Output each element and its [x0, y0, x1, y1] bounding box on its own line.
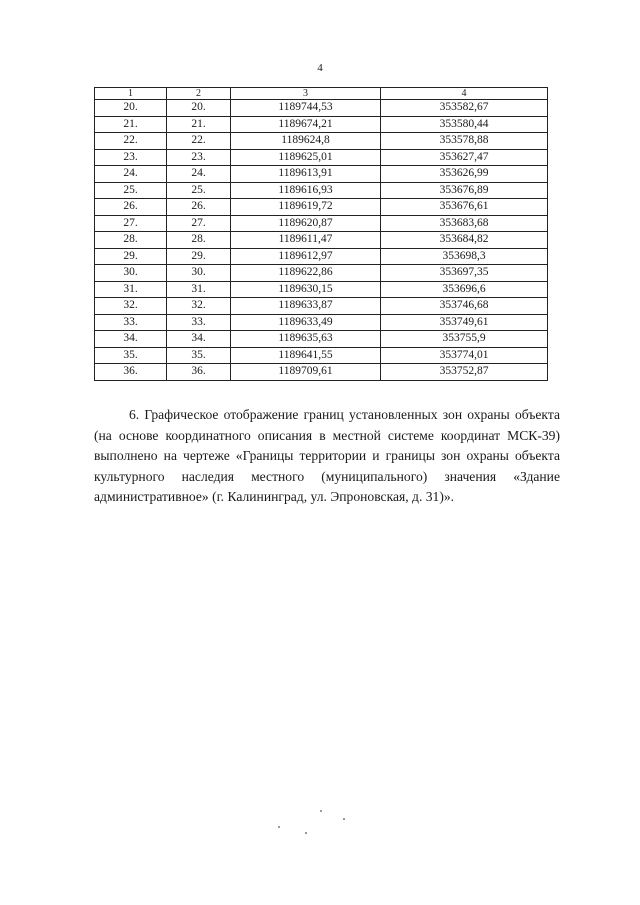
x-coordinate-cell: 1189619,72 [231, 199, 381, 216]
coordinates-table [94, 87, 548, 381]
table-row [95, 281, 548, 298]
table-row [95, 116, 548, 133]
point-number-cell: 23. [167, 149, 231, 166]
scan-speck [305, 832, 307, 834]
row-number-cell: 36. [95, 364, 167, 381]
column-header-3: 3 [231, 88, 381, 100]
scan-speck [278, 826, 280, 828]
point-number-cell: 30. [167, 265, 231, 282]
table-row [95, 331, 548, 348]
scan-speck [343, 818, 345, 820]
point-number-cell: 20. [167, 100, 231, 117]
table-row [95, 133, 548, 150]
y-coordinate-cell: 353626,99 [381, 166, 548, 183]
point-number-cell: 22. [167, 133, 231, 150]
row-number-cell: 21. [95, 116, 167, 133]
table-header-row [95, 88, 548, 100]
point-number-cell: 26. [167, 199, 231, 216]
row-number-cell: 26. [95, 199, 167, 216]
column-header-1: 1 [95, 88, 167, 100]
point-number-cell: 33. [167, 314, 231, 331]
scan-speck [320, 810, 322, 812]
point-number-cell: 27. [167, 215, 231, 232]
table-row [95, 364, 548, 381]
point-number-cell: 31. [167, 281, 231, 298]
x-coordinate-cell: 1189613,91 [231, 166, 381, 183]
y-coordinate-cell: 353684,82 [381, 232, 548, 249]
y-coordinate-cell: 353755,9 [381, 331, 548, 348]
table-row [95, 248, 548, 265]
point-number-cell: 24. [167, 166, 231, 183]
point-number-cell: 35. [167, 347, 231, 364]
x-coordinate-cell: 1189633,49 [231, 314, 381, 331]
y-coordinate-cell: 353578,88 [381, 133, 548, 150]
y-coordinate-cell: 353580,44 [381, 116, 548, 133]
y-coordinate-cell: 353752,87 [381, 364, 548, 381]
x-coordinate-cell: 1189630,15 [231, 281, 381, 298]
y-coordinate-cell: 353774,01 [381, 347, 548, 364]
row-number-cell: 33. [95, 314, 167, 331]
point-number-cell: 36. [167, 364, 231, 381]
x-coordinate-cell: 1189622,86 [231, 265, 381, 282]
x-coordinate-cell: 1189624,8 [231, 133, 381, 150]
row-number-cell: 32. [95, 298, 167, 315]
table-row [95, 149, 548, 166]
page-number: 4 [317, 62, 323, 74]
y-coordinate-cell: 353627,47 [381, 149, 548, 166]
table-row [95, 215, 548, 232]
row-number-cell: 24. [95, 166, 167, 183]
table-row [95, 100, 548, 117]
row-number-cell: 30. [95, 265, 167, 282]
table-row [95, 265, 548, 282]
table-row [95, 347, 548, 364]
y-coordinate-cell: 353698,3 [381, 248, 548, 265]
x-coordinate-cell: 1189641,55 [231, 347, 381, 364]
table-row [95, 298, 548, 315]
table-row [95, 182, 548, 199]
point-number-cell: 29. [167, 248, 231, 265]
x-coordinate-cell: 1189709,61 [231, 364, 381, 381]
row-number-cell: 23. [95, 149, 167, 166]
point-number-cell: 32. [167, 298, 231, 315]
y-coordinate-cell: 353746,68 [381, 298, 548, 315]
x-coordinate-cell: 1189625,01 [231, 149, 381, 166]
y-coordinate-cell: 353749,61 [381, 314, 548, 331]
y-coordinate-cell: 353676,61 [381, 199, 548, 216]
column-header-2: 2 [167, 88, 231, 100]
scan-specks [275, 808, 365, 838]
x-coordinate-cell: 1189635,63 [231, 331, 381, 348]
row-number-cell: 20. [95, 100, 167, 117]
x-coordinate-cell: 1189633,87 [231, 298, 381, 315]
row-number-cell: 28. [95, 232, 167, 249]
x-coordinate-cell: 1189674,21 [231, 116, 381, 133]
point-number-cell: 28. [167, 232, 231, 249]
row-number-cell: 31. [95, 281, 167, 298]
row-number-cell: 25. [95, 182, 167, 199]
y-coordinate-cell: 353582,67 [381, 100, 548, 117]
table-row [95, 199, 548, 216]
y-coordinate-cell: 353697,35 [381, 265, 548, 282]
x-coordinate-cell: 1189620,87 [231, 215, 381, 232]
x-coordinate-cell: 1189616,93 [231, 182, 381, 199]
point-number-cell: 21. [167, 116, 231, 133]
x-coordinate-cell: 1189612,97 [231, 248, 381, 265]
y-coordinate-cell: 353676,89 [381, 182, 548, 199]
point-number-cell: 34. [167, 331, 231, 348]
row-number-cell: 35. [95, 347, 167, 364]
row-number-cell: 22. [95, 133, 167, 150]
row-number-cell: 27. [95, 215, 167, 232]
table-row [95, 166, 548, 183]
row-number-cell: 34. [95, 331, 167, 348]
x-coordinate-cell: 1189744,53 [231, 100, 381, 117]
table-row [95, 314, 548, 331]
x-coordinate-cell: 1189611,47 [231, 232, 381, 249]
table-row [95, 232, 548, 249]
row-number-cell: 29. [95, 248, 167, 265]
section-6-paragraph: 6. Графическое отображение границ установленных зон охраны объекта (на основе координатного описания в местной системе координат МСК-39) выполнено на чертеже «Границы территории и границы зон охраны объекта культурного наследия местного (муниципального) значения «Здание административное» (г. Калининград, ул. Эпроновская, д. 31)». [94, 407, 560, 504]
y-coordinate-cell: 353696,6 [381, 281, 548, 298]
point-number-cell: 25. [167, 182, 231, 199]
y-coordinate-cell: 353683,68 [381, 215, 548, 232]
column-header-4: 4 [381, 88, 548, 100]
